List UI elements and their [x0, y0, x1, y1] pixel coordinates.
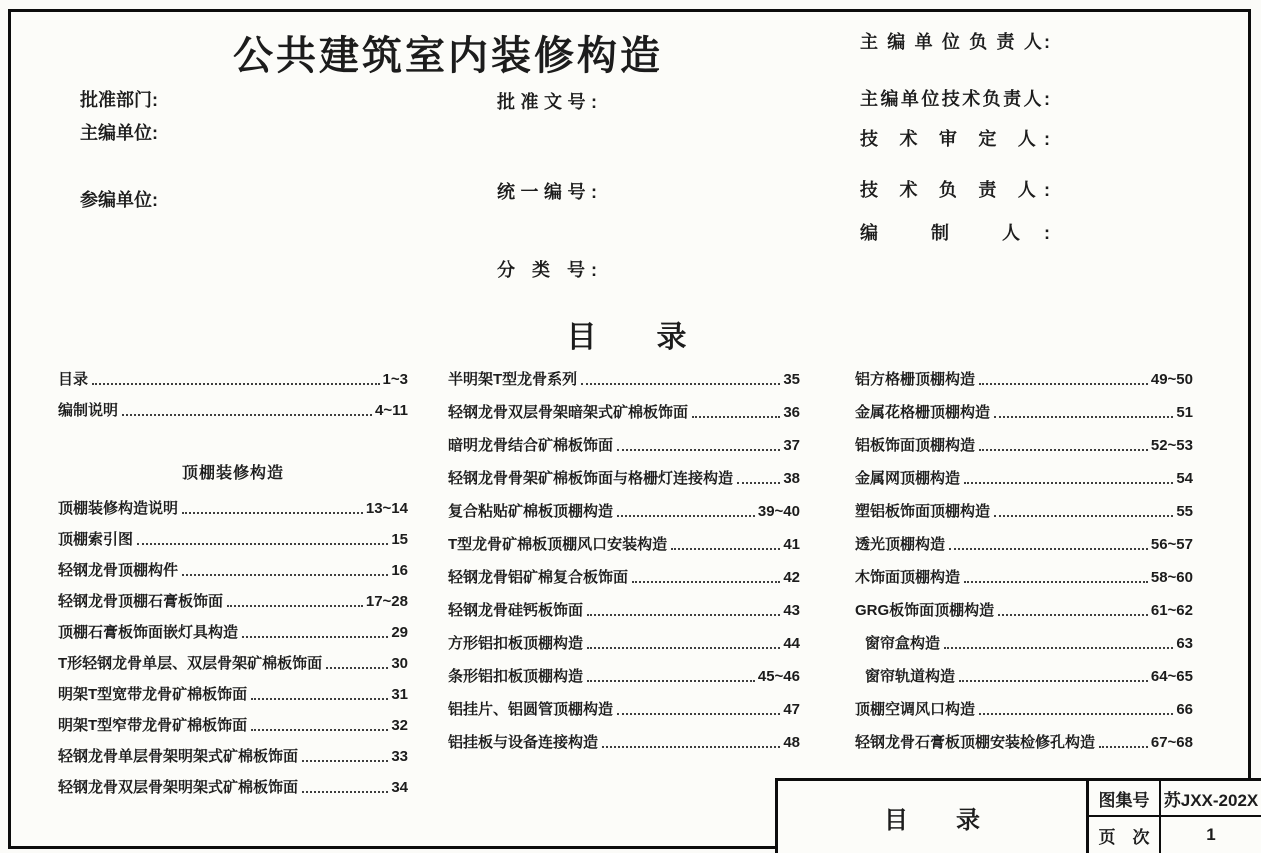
toc-entry-title: 窗帘轨道构造 [865, 668, 956, 685]
label-approval-department: 批准部门: [80, 90, 158, 110]
toc-entry-pages: 47 [783, 701, 800, 718]
toc-entry-title: 顶棚空调风口构造 [855, 701, 976, 718]
dotted-leader [227, 604, 363, 607]
toc-entry-pages: 63 [1176, 635, 1193, 652]
toc-entry-pages: 15 [391, 531, 408, 548]
toc-entry-pages: 16 [391, 562, 408, 579]
toc-entry [58, 747, 408, 766]
page-number-value: 1 [1206, 825, 1216, 844]
dotted-leader [998, 613, 1148, 616]
label-technical-examiner: 技 术 审 定 人: [860, 129, 1050, 149]
toc-entry-title: 条形铝扣板顶棚构造 [448, 668, 584, 685]
dotted-leader [949, 547, 1148, 550]
dotted-leader [587, 646, 780, 649]
toc-entry-pages: 43 [783, 602, 800, 619]
toc-entry-pages: 17~28 [365, 593, 408, 610]
title-block-doc-name: 目 录 [778, 781, 1089, 853]
toc-column-middle [448, 370, 800, 766]
toc-heading: 目 录 [566, 321, 687, 354]
toc-entry [855, 733, 1193, 752]
toc-entry [58, 530, 408, 549]
toc-entry-title: 顶棚索引图 [58, 531, 134, 548]
toc-entry [855, 502, 1193, 521]
toc-entry [855, 601, 1193, 620]
dotted-leader [302, 790, 388, 793]
toc-entry-title: 轻钢龙骨铝矿棉复合板饰面 [448, 569, 629, 586]
toc-entry-pages: 29 [391, 624, 408, 641]
toc-entry-pages: 48 [783, 734, 800, 751]
toc-entry-title: 目录 [58, 371, 89, 388]
dotted-leader [964, 580, 1148, 583]
dotted-leader [302, 759, 388, 762]
dotted-leader [617, 448, 780, 451]
toc-entry-title: 方形铝扣板顶棚构造 [448, 635, 584, 652]
toc-entry [58, 499, 408, 518]
toc-entry [448, 667, 800, 686]
toc-entry-pages: 39~40 [757, 503, 800, 520]
toc-entry-title: 铝板饰面顶棚构造 [855, 437, 976, 454]
toc-entry [855, 667, 1193, 686]
toc-entry [855, 634, 1193, 653]
dotted-leader [632, 580, 780, 583]
toc-entry-pages: 49~50 [1150, 371, 1193, 388]
label-chief-unit-head: 主 编 单 位 负 责 人: [860, 32, 1050, 52]
toc-entry-title: 顶棚装修构造说明 [58, 500, 179, 517]
dotted-leader [326, 666, 388, 669]
page-number-label: 页 次 [1089, 817, 1161, 853]
toc-entry [448, 568, 800, 587]
dotted-leader [251, 697, 388, 700]
toc-entry [448, 535, 800, 554]
toc-entry-pages: 51 [1176, 404, 1193, 421]
dotted-leader [979, 448, 1148, 451]
toc-entry [855, 436, 1193, 455]
toc-entry-pages: 55 [1176, 503, 1193, 520]
toc-entry [58, 716, 408, 735]
dotted-leader [959, 679, 1148, 682]
toc-entry-title: 轻钢龙骨单层骨架明架式矿棉板饰面 [58, 748, 299, 765]
toc-entry [58, 623, 408, 642]
atlas-number-label: 图集号 [1089, 781, 1161, 817]
dotted-leader [964, 481, 1173, 484]
dotted-leader [587, 613, 780, 616]
toc-entry-pages: 30 [391, 655, 408, 672]
toc-entry-pages: 41 [783, 536, 800, 553]
toc-column-left [58, 370, 408, 809]
dotted-leader [137, 542, 388, 545]
toc-entry [855, 568, 1193, 587]
toc-entry-pages: 64~65 [1150, 668, 1193, 685]
toc-entry [448, 601, 800, 620]
toc-entry-title: 轻钢龙骨顶棚构件 [58, 562, 179, 579]
toc-entry-pages: 52~53 [1150, 437, 1193, 454]
toc-entry-pages: 56~57 [1150, 536, 1193, 553]
toc-entry [855, 700, 1193, 719]
dotted-leader [182, 573, 388, 576]
toc-entry-pages: 54 [1176, 470, 1193, 487]
toc-entry [58, 778, 408, 797]
dotted-leader [737, 481, 780, 484]
toc-entry-title: 半明架T型龙骨系列 [448, 371, 578, 388]
toc-entry-title: 塑铝板饰面顶棚构造 [855, 503, 991, 520]
toc-entry [58, 592, 408, 611]
toc-entry-title: 铝挂片、铝圆管顶棚构造 [448, 701, 614, 718]
toc-entry-title: T型龙骨矿棉板顶棚风口安装构造 [448, 536, 668, 553]
toc-entry-title: 铝挂板与设备连接构造 [448, 734, 599, 751]
dotted-leader [92, 382, 380, 385]
label-approval-doc-number: 批准文号: [497, 92, 597, 112]
toc-entry [448, 403, 800, 422]
dotted-leader [122, 413, 372, 416]
label-chief-unit-tech-head: 主编单位技术负责人: [860, 89, 1050, 109]
toc-entry [855, 370, 1193, 389]
toc-entry-title: 复合粘贴矿棉板顶棚构造 [448, 503, 614, 520]
toc-entry-title: GRG板饰面顶棚构造 [855, 602, 995, 619]
toc-entry-title: 透光顶棚构造 [855, 536, 946, 553]
toc-entry-pages: 4~11 [375, 402, 408, 419]
toc-entry-title: 暗明龙骨结合矿棉板饰面 [448, 437, 614, 454]
toc-entry-pages: 67~68 [1150, 734, 1193, 751]
toc-entry-pages: 42 [783, 569, 800, 586]
toc-entry-pages: 35 [783, 371, 800, 388]
toc-entry [448, 733, 800, 752]
toc-entry-pages: 58~60 [1150, 569, 1193, 586]
toc-entry [448, 700, 800, 719]
label-classification-number: 分 类 号: [497, 260, 597, 280]
toc-entry [58, 685, 408, 704]
toc-entry-pages: 38 [783, 470, 800, 487]
document-title: 公共建筑室内装修构造 [233, 34, 663, 78]
label-technical-head: 技 术 负 责 人: [860, 180, 1050, 200]
toc-entry-title: 明架T型宽带龙骨矿棉板饰面 [58, 686, 248, 703]
dotted-leader [979, 712, 1173, 715]
toc-entry-title: 金属花格栅顶棚构造 [855, 404, 991, 421]
dotted-leader [994, 415, 1173, 418]
dotted-leader [979, 382, 1148, 385]
toc-entry-title: 轻钢龙骨硅钙板饰面 [448, 602, 584, 619]
title-block [775, 778, 1261, 853]
dotted-leader [994, 514, 1173, 517]
toc-entry [855, 535, 1193, 554]
label-participating-units: 参编单位: [80, 190, 158, 210]
toc-entry [855, 469, 1193, 488]
toc-entry-title: 木饰面顶棚构造 [855, 569, 961, 586]
label-unified-number: 统一编号: [497, 182, 597, 202]
dotted-leader [671, 547, 780, 550]
toc-entry-pages: 61~62 [1150, 602, 1193, 619]
toc-entry-pages: 13~14 [365, 500, 408, 517]
dotted-leader [692, 415, 780, 418]
toc-entry-title: 编制说明 [58, 402, 119, 419]
toc-entry-title: 轻钢龙骨石膏板顶棚安装检修孔构造 [855, 734, 1096, 751]
label-chief-editing-unit: 主编单位: [80, 123, 158, 143]
toc-entry [448, 370, 800, 389]
toc-entry-pages: 33 [391, 748, 408, 765]
dotted-leader [617, 712, 780, 715]
title-block-grid [1089, 781, 1261, 853]
toc-entry [448, 634, 800, 653]
toc-entry [58, 561, 408, 580]
toc-entry [58, 401, 408, 420]
toc-entry-title: 顶棚石膏板饰面嵌灯具构造 [58, 624, 239, 641]
toc-column-right [855, 370, 1193, 766]
toc-entry-title: 轻钢龙骨双层骨架暗架式矿棉板饰面 [448, 404, 689, 421]
toc-entry-pages: 66 [1176, 701, 1193, 718]
dotted-leader [602, 745, 780, 748]
toc-section-heading: 顶棚装修构造 [181, 465, 284, 482]
toc-entry-title: T形轻钢龙骨单层、双层骨架矿棉板饰面 [58, 655, 323, 672]
atlas-number-value: 苏JXX-202X [1161, 781, 1261, 817]
dotted-leader [944, 646, 1173, 649]
toc-entry-title: 轻钢龙骨骨架矿棉板饰面与格栅灯连接构造 [448, 470, 734, 487]
label-compiler: 编 制 人: [860, 223, 1050, 243]
toc-entry-pages: 44 [783, 635, 800, 652]
toc-entry-title: 轻钢龙骨双层骨架明架式矿棉板饰面 [58, 779, 299, 796]
toc-entry-title: 明架T型窄带龙骨矿棉板饰面 [58, 717, 248, 734]
toc-entry-pages: 32 [391, 717, 408, 734]
toc-entry [58, 370, 408, 389]
toc-entry-pages: 36 [783, 404, 800, 421]
toc-entry [448, 436, 800, 455]
dotted-leader [182, 511, 363, 514]
dotted-leader [1099, 745, 1148, 748]
dotted-leader [617, 514, 755, 517]
toc-entry [448, 469, 800, 488]
toc-entry [58, 654, 408, 673]
dotted-leader [242, 635, 388, 638]
toc-entry-pages: 45~46 [757, 668, 800, 685]
toc-entry-pages: 1~3 [382, 371, 408, 388]
toc-entry [448, 502, 800, 521]
toc-entry-pages: 34 [391, 779, 408, 796]
toc-entry-pages: 31 [391, 686, 408, 703]
dotted-leader [587, 679, 755, 682]
toc-entry-title: 轻钢龙骨顶棚石膏板饰面 [58, 593, 224, 610]
toc-entry-pages: 37 [783, 437, 800, 454]
toc-entry-title: 窗帘盒构造 [865, 635, 941, 652]
dotted-leader [581, 382, 780, 385]
toc-entry-title: 铝方格栅顶棚构造 [855, 371, 976, 388]
toc-entry-title: 金属网顶棚构造 [855, 470, 961, 487]
toc-entry [855, 403, 1193, 422]
dotted-leader [251, 728, 388, 731]
